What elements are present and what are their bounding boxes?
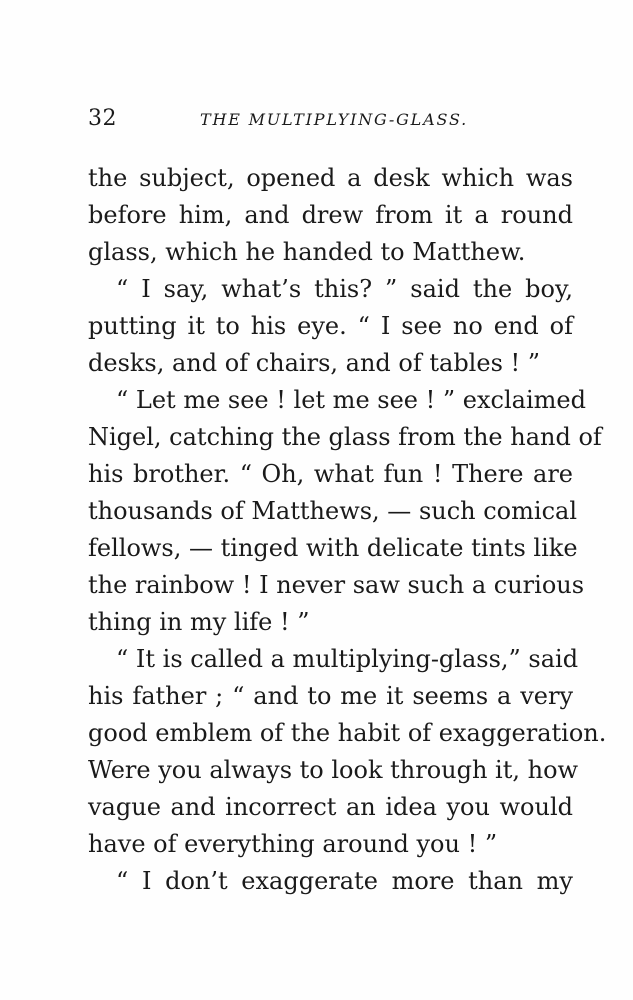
text-line: before him, and drew from it a round	[88, 201, 573, 229]
page-number: 32	[88, 106, 117, 131]
text-line: good emblem of the habit of exaggeration.	[88, 719, 607, 747]
text-line: glass, which he handed to Matthew.	[88, 238, 526, 266]
text-line: “ Let me see ! let me see ! ” exclaimed	[116, 386, 586, 414]
text-line: Were you always to look through it, how	[88, 756, 579, 784]
text-line: desks, and of chairs, and of tables ! ”	[88, 349, 541, 377]
text-line: his brother. “ Oh, what fun ! There are	[88, 460, 573, 488]
text-line: “ I don’t exaggerate more than my	[116, 867, 573, 895]
running-title: THE MULTIPLYING-GLASS.	[200, 110, 469, 129]
text-line: thing in my life ! ”	[88, 608, 310, 636]
text-line: “ I say, what’s this? ” said the boy,	[116, 275, 573, 303]
text-line: the rainbow ! I never saw such a curious	[88, 571, 585, 599]
text-line: putting it to his eye. “ I see no end of	[88, 312, 573, 340]
text-line: have of everything around you ! ”	[88, 830, 498, 858]
text-line: “ It is called a multiplying-glass,” said	[116, 645, 579, 673]
running-head	[88, 106, 578, 136]
body-text	[88, 160, 607, 900]
text-line: his father ; “ and to me it seems a very	[88, 682, 573, 710]
text-line: vague and incorrect an idea you would	[88, 793, 573, 821]
text-line: fellows, — tinged with delicate tints like	[88, 534, 578, 562]
text-line: Nigel, catching the glass from the hand of	[88, 423, 602, 451]
text-line: thousands of Matthews, — such comical	[88, 497, 577, 525]
text-line: the subject, opened a desk which was	[88, 164, 573, 192]
